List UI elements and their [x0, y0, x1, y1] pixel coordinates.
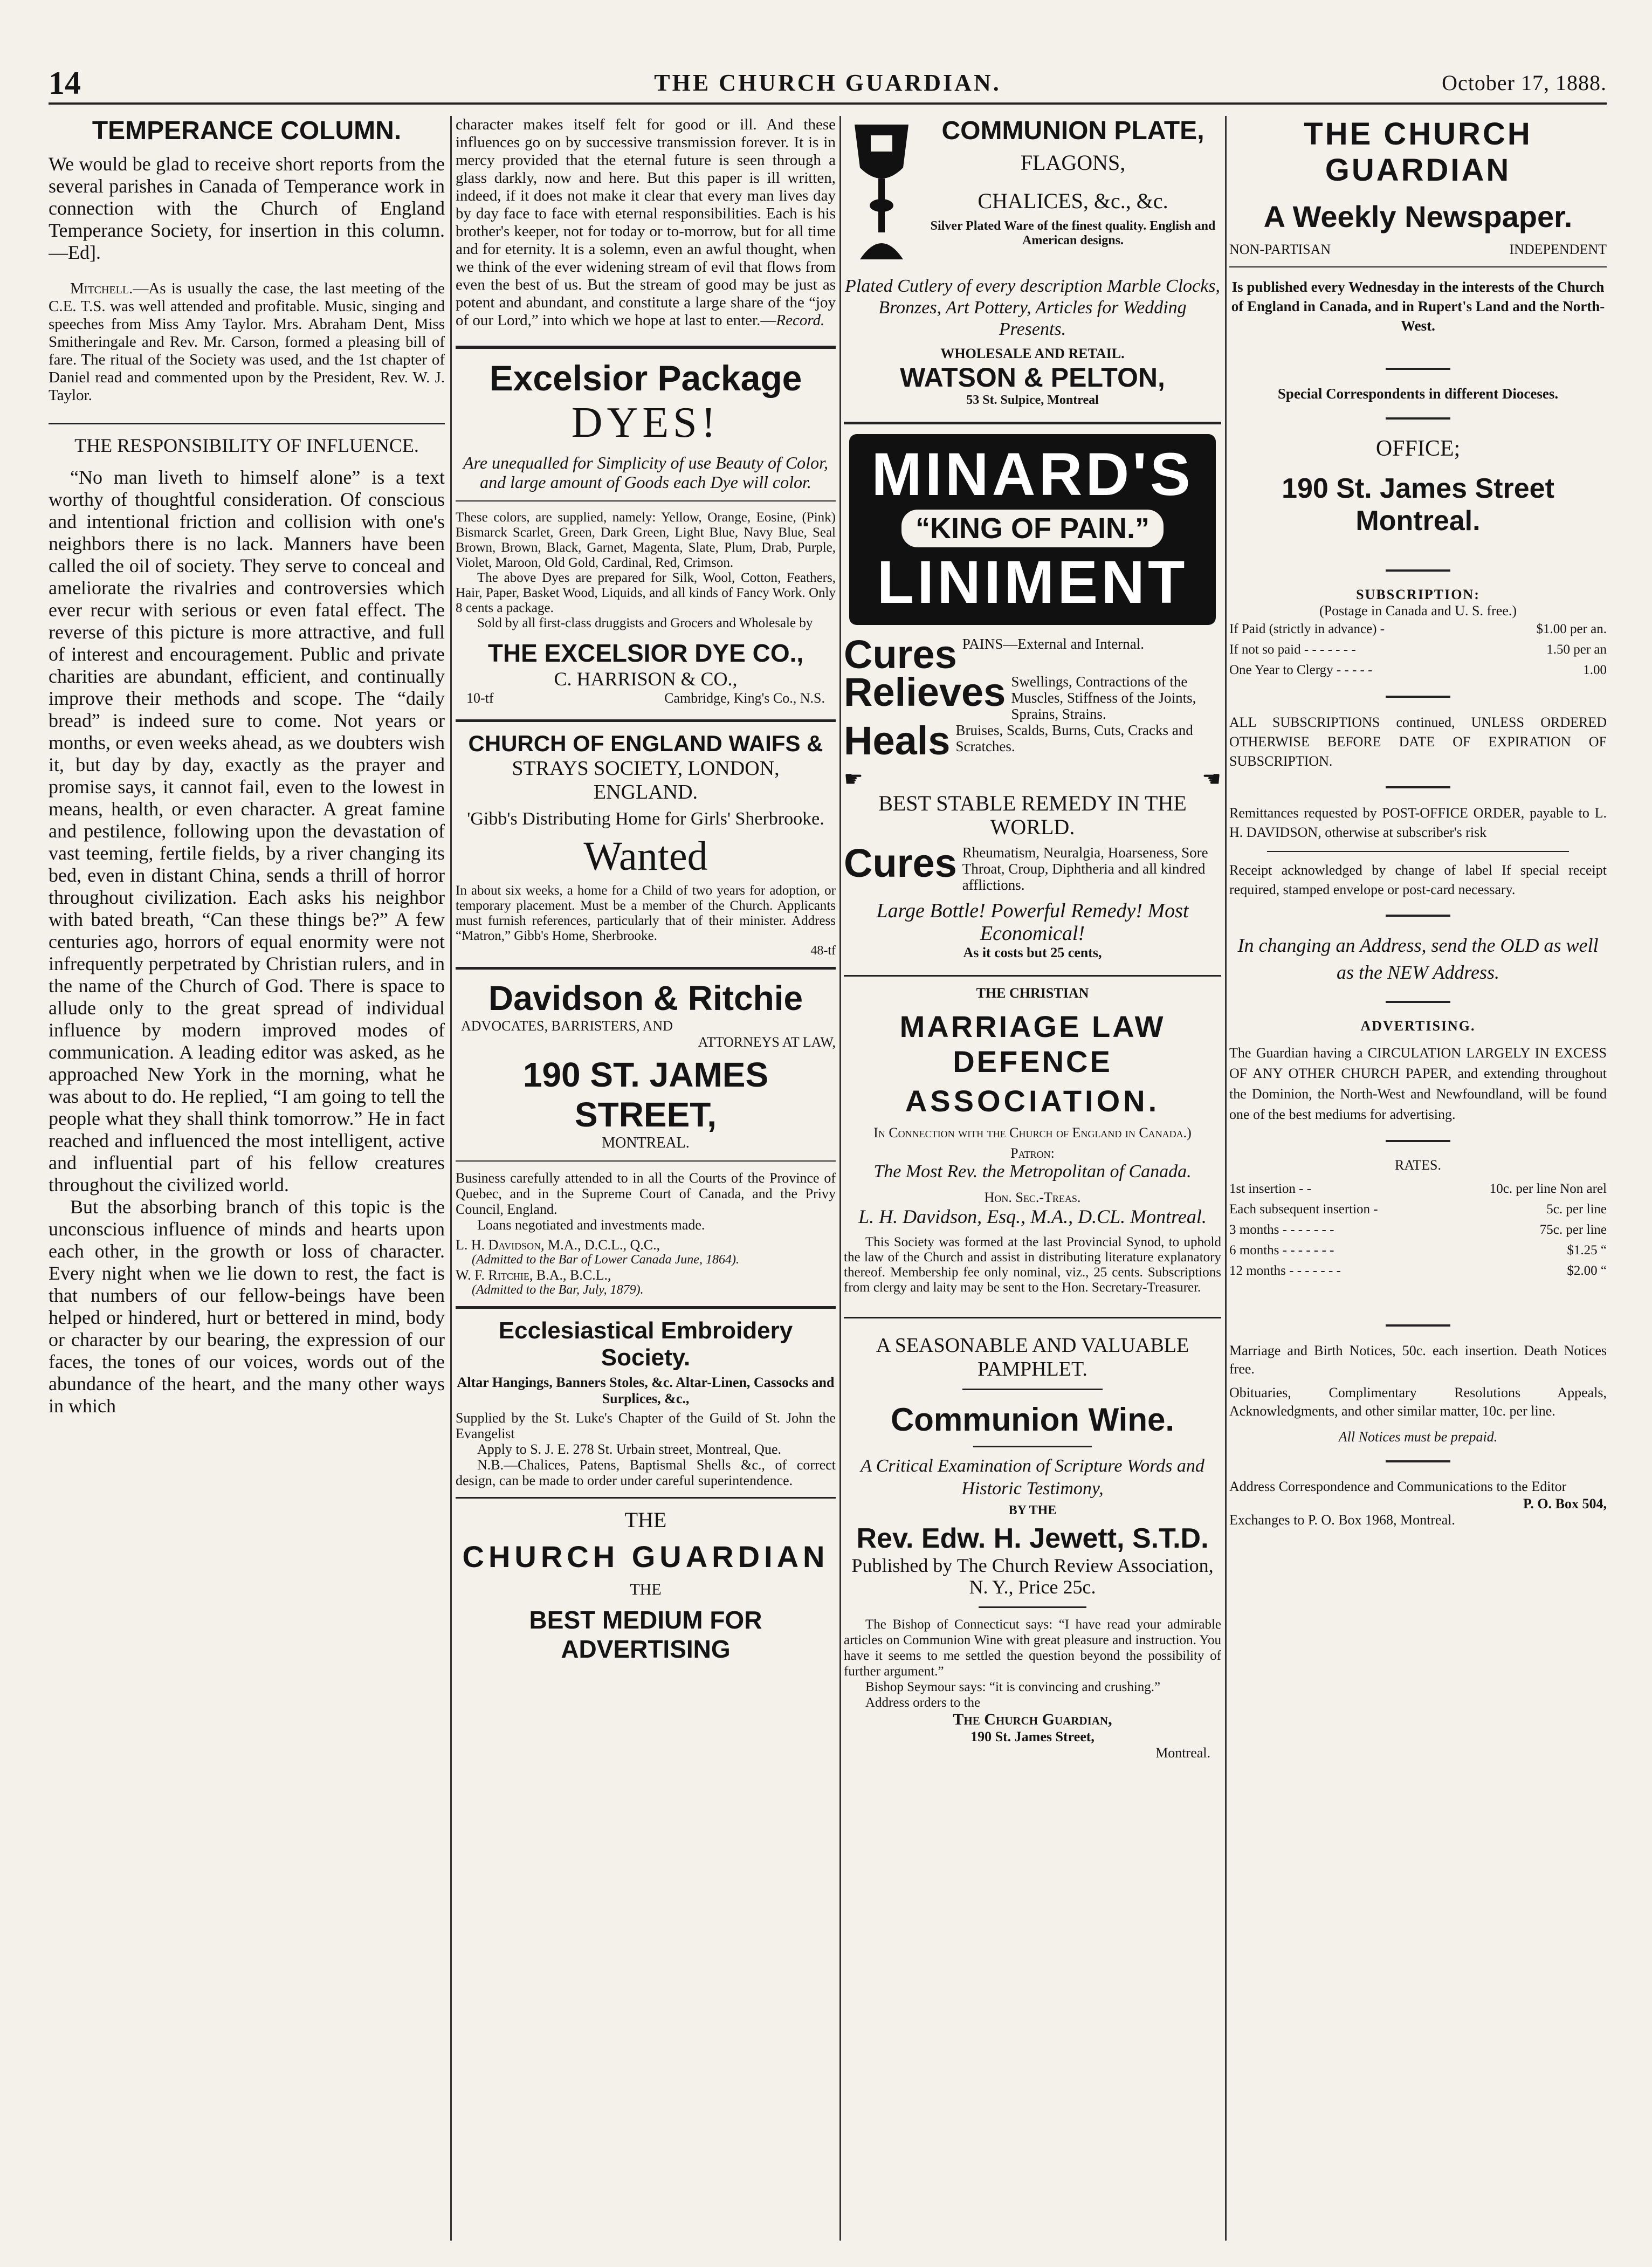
wine-publisher: Published by The Church Review Association, N. Y., Price 25c.	[851, 1555, 1214, 1598]
subscription-row-label: If Paid (strictly in advance) -	[1229, 622, 1385, 636]
wine-guardian: The Church Guardian,	[953, 1710, 1112, 1728]
divider	[844, 422, 1221, 424]
influence-source: Record.	[776, 312, 825, 329]
pointing-hand-left-icon: ☚	[1202, 767, 1221, 791]
rate-row-price: $2.00 “	[1567, 1263, 1607, 1278]
influence-continued	[456, 116, 836, 329]
divider	[1267, 851, 1569, 852]
cures-text: PAINS—External and Internal.	[962, 636, 1144, 652]
minard-product: LINIMENT	[877, 548, 1188, 616]
cures-row	[844, 632, 1221, 677]
column-3	[844, 116, 1221, 2241]
subscription-row-price: $1.00 per an.	[1536, 622, 1607, 636]
prepaid-notice: All Notices must be prepaid.	[1338, 1429, 1498, 1445]
subscription-row-price: 1.50 per an	[1546, 642, 1607, 657]
davidson-address: 190 ST. JAMES STREET,	[522, 1055, 769, 1134]
wine-bishop-1: The Bishop of Connecticut says: “I have read your admirable articles on Communion Wine with great pleasure and instruction. You have it seems to me settled the question beyond the possibility of further argument.”	[844, 1617, 1221, 1679]
heals-word: Heals	[844, 718, 951, 763]
excelsior-title: Excelsior Package	[489, 358, 802, 398]
divider	[456, 1306, 836, 1309]
subscription-note: (Postage in Canada and U. S. free.)	[1319, 603, 1517, 619]
rate-row-label: 6 months - - - - - - -	[1229, 1243, 1334, 1258]
issue-date: October 17, 1888.	[1442, 71, 1607, 95]
continued-notice: ALL SUBSCRIPTIONS continued, UNLESS ORDERED OTHERWISE BEFORE DATE OF EXPIRATION OF SUBSCRIPTION.	[1229, 715, 1607, 769]
address-correspondence: Address Correspondence and Communications to the Editor	[1229, 1479, 1567, 1494]
waifs-sub-2: ENGLAND.	[593, 781, 698, 803]
wine-city: Montreal.	[1155, 1745, 1210, 1761]
rate-row-label: 12 months - - - - - - -	[1229, 1263, 1341, 1278]
rate-row-price: 5c. per line	[1546, 1202, 1607, 1217]
advertising-title: ADVERTISING.	[1360, 1018, 1476, 1034]
patron-label: Patron:	[1010, 1145, 1055, 1161]
wanted-code: 48-tf	[810, 944, 836, 958]
guardian-tagline	[1229, 242, 1607, 258]
pointing-hands	[844, 766, 1221, 792]
waifs-sub-1: STRAYS SOCIETY, LONDON,	[512, 757, 780, 780]
birth-notices: Marriage and Birth Notices, 50c. each insertion. Death Notices free.	[1229, 1343, 1607, 1377]
po-box: P. O. Box 504,	[1523, 1496, 1607, 1512]
wine-bishop-2: Bishop Seymour says: “it is convincing and crushing.”	[865, 1680, 1161, 1694]
column-4	[1229, 116, 1607, 2241]
davidson-sub-1: ADVOCATES, BARRISTERS, AND	[461, 1018, 673, 1034]
wine-author: Rev. Edw. H. Jewett, S.T.D.	[856, 1523, 1209, 1554]
chalice-icon	[849, 119, 914, 270]
column-divider	[839, 116, 841, 2241]
guardian-name: CHURCH GUARDIAN	[462, 1540, 829, 1574]
hon-label: Hon. Sec.-Treas.	[984, 1190, 1081, 1205]
exchanges: Exchanges to P. O. Box 1968, Montreal.	[1229, 1512, 1455, 1528]
wine-address: Address orders to the	[865, 1695, 981, 1710]
influence-title: THE RESPONSIBILITY OF INFLUENCE.	[74, 435, 419, 456]
mlda-title-2: ASSOCIATION.	[905, 1084, 1160, 1118]
davidson-partner-1: L. H. Davidson, M.A., D.C.L., Q.C.,	[456, 1237, 660, 1253]
temperance-column-title: TEMPERANCE COLUMN.	[92, 116, 402, 145]
remittances: Remittances requested by POST-OFFICE ORDER, payable to L. H. DAVIDSON, otherwise at subscriber's risk	[1229, 805, 1607, 840]
wine-by: BY THE	[1008, 1503, 1057, 1517]
influence-paragraph-2: But the absorbing branch of this topic is the unconscious influence of minds and hearts upon each other, in the growth or loss of character. Every night when we lie down to rest, the fact is that numbers of our fellow-beings have been helped or hindered, hurt or bettered in mind, body or character by our bearing, the expression of our faces, the tones of our voices, words out of the abundance of the heart, and the many other ways in which	[49, 1196, 445, 1417]
plate-line-3: CHALICES, &c., &c.	[978, 189, 1168, 213]
davidson-text: Business carefully attended to in all the Courts of the Province of Quebec, and in the Supreme Court of Canada, and the Privy Council, England.	[456, 1170, 836, 1217]
cures-word: Cures	[844, 632, 957, 677]
davidson-sub-2: ATTORNEYS AT LAW,	[698, 1034, 836, 1050]
influence-paragraph-1: “No man liveth to himself alone” is a text worthy of thoughtful consideration. Of conscious and intentional friction and collision with one's neighbors there is no lack. Manners have been called the oil of society. They serve to conceal and ameliorate the rivalries and controversies which ever recur with serious or even fatal effect. The reverse of this picture is more attractive, and full of interest and encouragement. Public and private charities are abundant, efficient, and continually improve their methods and scope. The “daily bread” is indeed sure to come. Not years or months, or even weeks ahead, as we doubters wish it, but day by day, exactly as the prayer and promise says, it cannot fail, even to the lowest in means, health, or even character. A great famine and pestilence, following upon the devastation of vast teeming, fertile fields, by a river changing its bed, even in distant China, sends a thrill of horror throughout civilization. Each asks his neighbor with bated breath, “Can these things be?” A few centuries ago, horrors of equal enormity were not infrequently perpetrated by Christian rulers, and in the name of the Church of God. There is space to allude only to the great spread of individual influence by modern improved modes of communication. A leading editor was asked, as he approached New York in the morning, what he was about to do. He replied, “I am going to tell the people what they shall think tomorrow.” He in fact reached and influenced the most intelligent, active and influential part of his fellow creatures throughout the civilized world.	[49, 466, 445, 1196]
minard-cost: As it costs but 25 cents,	[963, 945, 1102, 960]
wine-street: 190 St. James Street,	[970, 1729, 1095, 1744]
excelsior-code: 10-tf	[466, 690, 494, 706]
subscription-row	[1229, 640, 1607, 660]
divider	[979, 1606, 1086, 1608]
mlda-title-1: MARRIAGE LAW DEFENCE	[899, 1009, 1166, 1078]
change-address-notice: In changing an Address, send the OLD as well as the NEW Address.	[1237, 935, 1599, 983]
special-correspondents: Special Correspondents in different Dioceses.	[1277, 386, 1559, 402]
subscription-row-label: One Year to Clergy - - - - -	[1229, 663, 1373, 677]
rates-table	[1229, 1179, 1607, 1281]
newspaper-title: THE CHURCH GUARDIAN.	[654, 70, 1001, 96]
heals-row	[844, 718, 1221, 763]
divider	[1386, 1460, 1450, 1462]
divider	[1386, 1324, 1450, 1327]
plate-company: WATSON & PELTON,	[900, 362, 1165, 393]
excelsior-place: Cambridge, King's Co., N.S.	[664, 690, 825, 706]
embroidery-apply: Apply to S. J. E. 278 St. Urbain street, Montreal, Que.	[477, 1441, 781, 1457]
rates-title: RATES.	[1395, 1157, 1441, 1173]
wanted-text: In about six weeks, a home for a Child of two years for adoption, or temporary placement. Must be a member of the Church. Applicants must furnish references, particularly that of their minister. Address “Matron,” Gibb's Home, Sherbrooke.	[456, 883, 836, 943]
divider	[1386, 915, 1450, 917]
heals-text: Bruises, Scalds, Burns, Cuts, Cracks and Scratches.	[955, 722, 1193, 754]
davidson-partner-1-note: (Admitted to the Bar of Lower Canada June, 1864).	[472, 1253, 739, 1267]
excelsior-prepared: The above Dyes are prepared for Silk, Wool, Cotton, Feathers, Hair, Paper, Basket Wood, Liquids, and all kinds of Fancy Work. Only 8 cents a package.	[456, 571, 836, 615]
obituaries: Obituaries, Complimentary Resolutions Appeals, Acknowledgments, and other similar matter, 10c. per line.	[1229, 1385, 1607, 1419]
stable-remedy: BEST STABLE REMEDY IN THE WORLD.	[878, 791, 1187, 839]
column-2	[456, 116, 836, 2241]
relieves-row	[844, 670, 1221, 722]
embroidery-nb: N.B.—Chalices, Patens, Baptismal Shells &c., of correct design, can be made to order under careful superintendence.	[456, 1457, 836, 1488]
plate-text: Silver Plated Ware of the finest quality. English and American designs.	[930, 219, 1216, 248]
patron: The Most Rev. the Metropolitan of Canada.	[873, 1162, 1192, 1181]
hon-secretary: L. H. Davidson, Esq., M.A., D.CL. Montreal.	[858, 1206, 1207, 1227]
divider	[1386, 569, 1450, 572]
plate-italic: Plated Cutlery of every description Marble Clocks, Bronzes, Art Pottery, Articles for Wedding Presents.	[845, 276, 1220, 339]
divider	[456, 500, 836, 502]
rate-row	[1229, 1179, 1607, 1199]
office-address: 190 St. James Street Montreal.	[1282, 473, 1554, 537]
embroidery-text: Supplied by the St. Luke's Chapter of the Guild of St. John the Evangelist	[456, 1410, 836, 1441]
guardian-best-medium: BEST MEDIUM FOR ADVERTISING	[529, 1606, 762, 1663]
davidson-partner-2-note: (Admitted to the Bar, July, 1879).	[472, 1283, 644, 1297]
pointing-hand-right-icon: ☛	[844, 767, 863, 791]
rate-row	[1229, 1220, 1607, 1240]
divider	[1229, 266, 1607, 267]
divider	[844, 975, 1221, 977]
subscription-row-label: If not so paid - - - - - - -	[1229, 642, 1356, 657]
influence-continued-text: character makes itself felt for good or ill. And these influences go on by successive transmission forever. It is in mercy provided that the eternal future is seen through a glass darkly, now and here. But this paper is ill written, indeed, if it does not make it clear that every man lives day by day face to face with eternal responsibilities. Each is his brother's keeper, not for today or to-morrow, but for all time and for eternity. It is a solemn, even an awful thought, when we think of the ever widening stream of evil that flows from even the best of us. But the stream of good may be just as potent and abundant, and constitute a large share of the “joy of our Lord,” into which we hope at last to enter.—	[456, 116, 836, 329]
divider	[49, 423, 445, 424]
divider	[1386, 417, 1450, 420]
guardian-subtitle: A Weekly Newspaper.	[1263, 200, 1573, 233]
subscription-row	[1229, 619, 1607, 640]
excelsior-agent: C. HARRISON & CO.,	[554, 668, 738, 690]
guardian-the: THE	[624, 1508, 667, 1532]
embroidery-title: Ecclesiastical Embroidery Society.	[498, 1317, 793, 1371]
divider	[456, 346, 836, 349]
column-divider	[1225, 116, 1227, 2241]
guardian-published: Is published every Wednesday in the interests of the Church of England in Canada, and in Rupert's Land and the North-West.	[1231, 279, 1605, 334]
rate-row-price: 10c. per line Non arel	[1489, 1181, 1607, 1196]
wanted-title: Wanted	[583, 834, 708, 879]
minard-name: MINARD'S	[871, 441, 1194, 508]
davidson-title: Davidson & Ritchie	[488, 979, 803, 1018]
wine-title: Communion Wine.	[890, 1402, 1175, 1438]
divider	[1386, 786, 1450, 788]
column-1	[49, 116, 445, 2241]
davidson-loans: Loans negotiated and investments made.	[477, 1217, 705, 1233]
cures-word-2: Cures	[844, 841, 957, 885]
rate-row	[1229, 1240, 1607, 1261]
divider	[844, 1317, 1221, 1318]
cures-row-2	[844, 841, 1221, 893]
non-partisan: NON-PARTISAN	[1229, 242, 1331, 257]
communion-plate-ad	[844, 116, 1221, 276]
excelsior-tagline: Are unequalled for Simplicity of use Beauty of Color, and large amount of Goods each Dye will color.	[463, 453, 828, 492]
rate-row-label: Each subsequent insertion -	[1229, 1202, 1378, 1217]
embroidery-items: Altar Hangings, Banners Stoles, &c. Altar-Linen, Cassocks and Surplices, &c.,	[457, 1375, 835, 1406]
guardian-the-2: THE	[630, 1581, 662, 1598]
divider	[456, 1160, 836, 1162]
minard-slogan: “KING OF PAIN.”	[901, 510, 1164, 547]
waifs-title: CHURCH OF ENGLAND WAIFS &	[468, 731, 823, 756]
divider	[456, 719, 836, 722]
relieves-text: Swellings, Contractions of the Muscles, Stiffness of the Joints, Sprains, Strains.	[1011, 674, 1196, 722]
divider	[1386, 696, 1450, 698]
divider	[1386, 1140, 1450, 1142]
guardian-masthead: THE CHURCH GUARDIAN	[1304, 116, 1532, 188]
mitchell-text: —As is usually the case, the last meeting of the C.E. T.S. was well attended and profitable. Music, singing and speeches from Miss Amy Taylor. Mrs. Abraham Dent, Miss Smitheringale and Rev. Mr. Carson, formed a pleasing bill of fare. The ritual of the Society was used, and the 1st chapter of Daniel read and commented upon by the President, Rev. W. J. Taylor.	[49, 280, 445, 404]
waifs-home: 'Gibb's Distributing Home for Girls' Sherbrooke.	[467, 809, 824, 829]
rate-row-price: 75c. per line	[1539, 1222, 1607, 1237]
davidson-city: MONTREAL.	[602, 1135, 690, 1151]
rate-row-price: $1.25 “	[1567, 1243, 1607, 1258]
page-header	[49, 65, 1607, 105]
plate-wholesale: WHOLESALE AND RETAIL.	[940, 346, 1125, 361]
independent: INDEPENDENT	[1509, 242, 1607, 257]
subscription-row	[1229, 660, 1607, 681]
divider	[1386, 1001, 1450, 1003]
subscription-title: SUBSCRIPTION:	[1356, 587, 1480, 602]
divider	[962, 1389, 1103, 1390]
mlda-connection: In Connection with the Church of England in Canada.)	[873, 1125, 1192, 1141]
plate-address: 53 St. Sulpice, Montreal	[966, 393, 1099, 407]
receipt-notice: Receipt acknowledged by change of label If special receipt required, stamped envelope or post-card necessary.	[1229, 862, 1607, 897]
excelsior-footer	[456, 690, 836, 706]
excelsior-sold: Sold by all first-class druggists and Grocers and Wholesale by	[477, 616, 813, 630]
rate-row	[1229, 1199, 1607, 1220]
divider	[456, 967, 836, 970]
excelsior-company: THE EXCELSIOR DYE CO.,	[487, 639, 804, 667]
subscription-row-price: 1.00	[1583, 663, 1607, 677]
large-bottle: Large Bottle! Powerful Remedy! Most Economical!	[876, 899, 1189, 945]
mitchell-report	[49, 280, 445, 404]
plate-title: COMMUNION PLATE,	[941, 116, 1204, 145]
divider	[456, 1497, 836, 1499]
relieves-word: Relieves	[844, 670, 1006, 715]
pamphlet-title: A SEASONABLE AND VALUABLE PAMPHLET.	[876, 1334, 1189, 1380]
the-christian: THE CHRISTIAN	[976, 985, 1089, 1001]
davidson-partner-2: W. F. Ritchie, B.A., B.C.L.,	[456, 1267, 611, 1283]
advertising-text: The Guardian having a CIRCULATION LARGELY IN EXCESS OF ANY OTHER CHURCH PAPER, and extending throughout the Dominion, the North-West and Newfoundland, will be found one of the best mediums for advertising.	[1229, 1045, 1607, 1122]
office-label: OFFICE;	[1375, 436, 1461, 461]
excelsior-dyes: DYES!	[571, 399, 720, 446]
temperance-intro: We would be glad to receive short reports from the several parishes in Canada of Temperance work in connection with the Church of England Temperance Society, for insertion in this column.—Ed].	[49, 153, 445, 263]
mitchell-lead: Mitchell.	[70, 280, 133, 297]
column-divider	[450, 116, 452, 2241]
excelsior-colors: These colors, are supplied, namely: Yellow, Orange, Eosine, (Pink) Bismarck Scarlet, Green, Dark Green, Light Blue, Navy Blue, Seal Brown, Brown, Black, Garnet, Magenta, Slate, Plum, Drab, Purple, Violet, Maroon, Old Gold, Cardinal, Red, Crimson.	[456, 510, 836, 570]
minards-liniment-logo	[849, 434, 1216, 625]
rate-row-label: 1st insertion - -	[1229, 1181, 1312, 1196]
rate-row	[1229, 1261, 1607, 1281]
divider	[1386, 368, 1450, 370]
divider	[973, 1446, 1092, 1447]
rate-row-label: 3 months - - - - - - -	[1229, 1222, 1334, 1237]
cures-text-2: Rheumatism, Neuralgia, Hoarseness, Sore Throat, Croup, Diphtheria and all kindred afflictions.	[962, 844, 1208, 893]
page-number: 14	[49, 65, 81, 101]
plate-line-2: FLAGONS,	[1020, 150, 1126, 175]
mlda-text: This Society was formed at the last Provincial Synod, to uphold the law of the Church and assist in distributing literature explanatory thereof. Membership fee only nominal, viz., 25 cents. Subscriptions from clergy and laity may be sent to the Hon. Secretary-Treasurer.	[844, 1235, 1221, 1295]
subscription-table	[1229, 619, 1607, 681]
wine-subtitle: A Critical Examination of Scripture Words and Historic Testimony,	[861, 1456, 1204, 1499]
